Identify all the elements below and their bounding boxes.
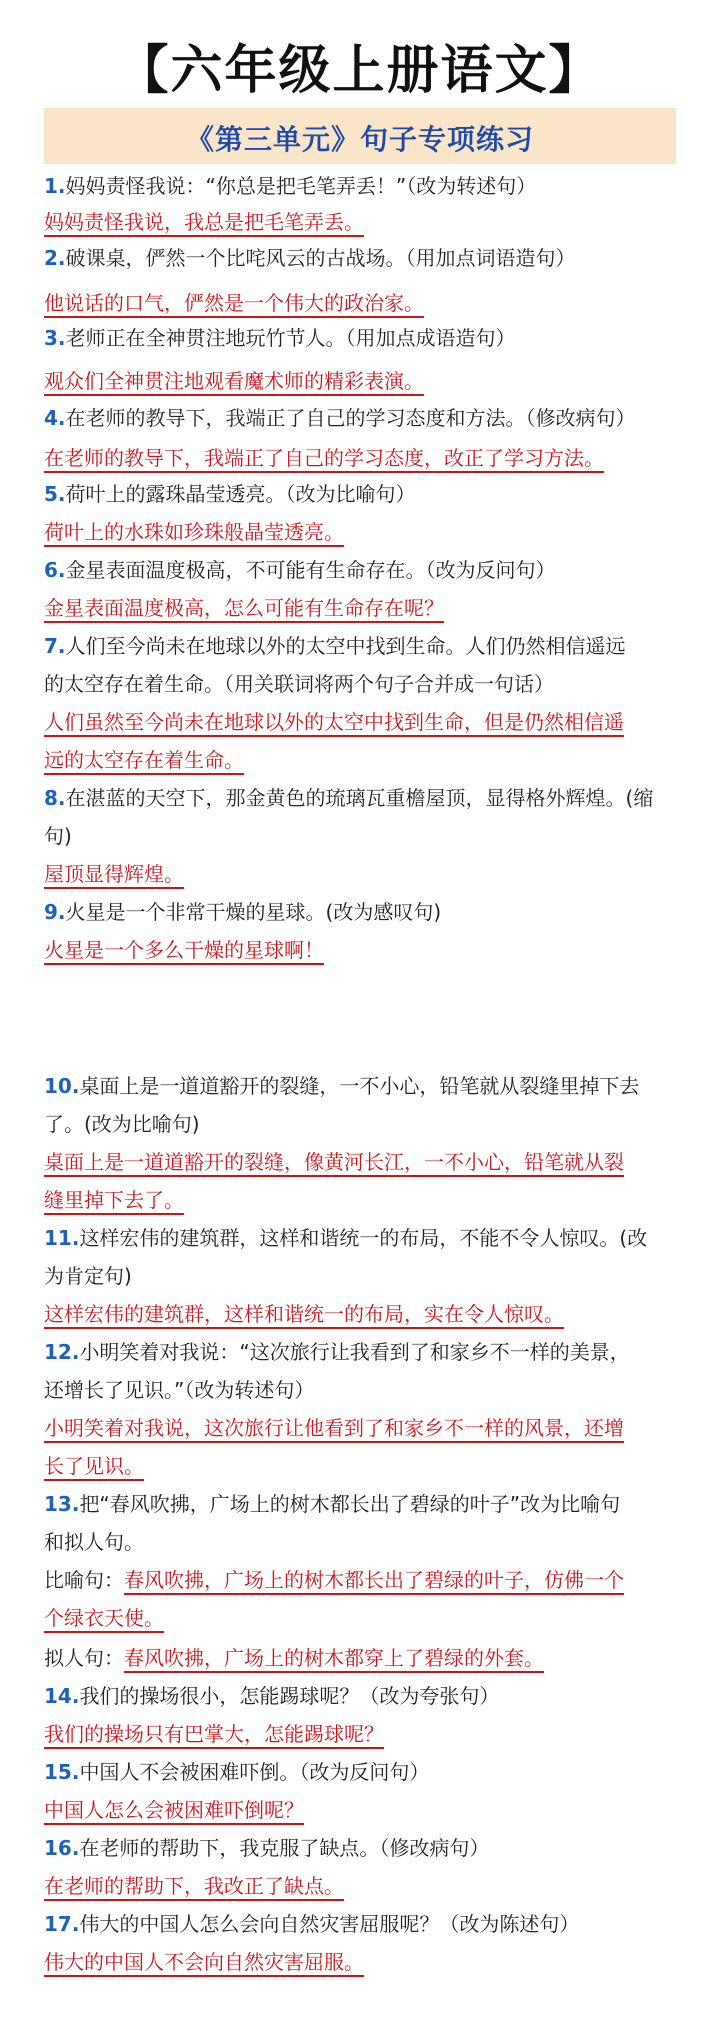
question-text: 妈妈责怪我说：“你总是把毛笔弄丢！”（改为转述句） xyxy=(65,174,537,198)
answer-7 xyxy=(44,704,680,740)
question-text: 中国人不会被困难吓倒。（改为反问句） xyxy=(79,1760,430,1784)
question-12 xyxy=(44,1334,680,1370)
question-text: 为肯定句) xyxy=(44,1264,132,1288)
question-number: 11. xyxy=(44,1226,80,1250)
question-10 xyxy=(44,1068,680,1104)
answer-17 xyxy=(44,1944,680,1980)
answer-12-cont xyxy=(44,1448,680,1484)
question-text: 句) xyxy=(44,824,72,848)
question-4 xyxy=(44,400,680,436)
answer-text: 屋顶显得辉煌。 xyxy=(44,862,184,886)
answer-13-simile-cont xyxy=(44,1600,680,1636)
question-text: 和拟人句。 xyxy=(44,1530,144,1554)
answer-14 xyxy=(44,1716,680,1752)
question-text: 桌面上是一道道豁开的裂缝，一不小心，铅笔就从裂缝里掉下去 xyxy=(79,1074,640,1098)
answer-text: 在老师的帮助下，我改正了缺点。 xyxy=(44,1874,344,1898)
question-text: 了。(改为比喻句) xyxy=(44,1112,200,1136)
question-text: 我们的操场很小，怎能踢球呢？（改为夸张句） xyxy=(79,1684,500,1708)
question-number: 3. xyxy=(44,326,66,350)
question-number: 9. xyxy=(44,900,66,924)
answer-text: 中国人怎么会被困难吓倒呢？ xyxy=(44,1798,304,1822)
answer-11 xyxy=(44,1296,680,1332)
question-7 xyxy=(44,628,680,664)
answer-text: 小明笑着对我说，这次旅行让他看到了和家乡不一样的风景，还增 xyxy=(44,1416,624,1440)
question-3 xyxy=(44,320,680,356)
answer-7-cont xyxy=(44,742,680,778)
question-13-cont xyxy=(44,1524,680,1560)
answer-text: 春风吹拂，广场上的树木都长出了碧绿的叶子，仿佛一个 xyxy=(124,1568,624,1592)
answer-12 xyxy=(44,1410,680,1446)
answer-15 xyxy=(44,1792,680,1828)
answer-1 xyxy=(44,204,680,240)
question-number: 4. xyxy=(44,406,66,430)
question-number: 7. xyxy=(44,634,66,658)
answer-10-cont xyxy=(44,1182,680,1218)
answer-5 xyxy=(44,514,680,550)
question-number: 8. xyxy=(44,786,66,810)
question-number: 10. xyxy=(44,1074,80,1098)
question-text: 在老师的帮助下，我克服了缺点。（修改病句） xyxy=(79,1836,490,1860)
answer-text: 春风吹拂，广场上的树木都穿上了碧绿的外套。 xyxy=(124,1646,544,1670)
question-12-cont xyxy=(44,1372,680,1408)
question-11-cont xyxy=(44,1258,680,1294)
question-text: 在老师的教导下，我端正了自己的学习态度和方法。（修改病句） xyxy=(65,406,636,430)
question-number: 6. xyxy=(44,558,66,582)
question-16 xyxy=(44,1830,680,1866)
answer-10 xyxy=(44,1144,680,1180)
answer-text: 在老师的教导下，我端正了自己的学习态度，改正了学习方法。 xyxy=(44,446,604,470)
question-2 xyxy=(44,240,680,276)
question-17 xyxy=(44,1906,680,1942)
question-number: 1. xyxy=(44,174,66,198)
answer-2 xyxy=(44,285,680,321)
answer-text: 他说话的口气，俨然是一个伟大的政治家。 xyxy=(44,291,424,315)
answer-8 xyxy=(44,856,680,892)
answer-text: 火星是一个多么干燥的星球啊！ xyxy=(44,938,324,962)
answer-text: 人们虽然至今尚未在地球以外的太空中找到生命，但是仍然相信遥 xyxy=(44,710,624,734)
question-text: 还增长了见识。”（改为转述句） xyxy=(44,1378,315,1402)
question-number: 17. xyxy=(44,1912,80,1936)
question-number: 16. xyxy=(44,1836,80,1860)
answer-text: 远的太空存在着生命。 xyxy=(44,748,244,772)
question-text: 在湛蓝的天空下，那金黄色的琉璃瓦重檐屋顶，显得格外辉煌。(缩 xyxy=(65,786,654,810)
question-number: 14. xyxy=(44,1684,80,1708)
question-1 xyxy=(44,168,680,204)
answer-text: 缝里掉下去了。 xyxy=(44,1188,184,1212)
answer-text: 长了见识。 xyxy=(44,1454,144,1478)
question-10-cont xyxy=(44,1106,680,1142)
question-number: 5. xyxy=(44,482,66,506)
question-8 xyxy=(44,780,680,816)
answer-text: 金星表面温度极高，怎么可能有生命存在呢？ xyxy=(44,596,444,620)
answer-4 xyxy=(44,440,680,476)
question-text: 人们至今尚未在地球以外的太空中找到生命。人们仍然相信遥远 xyxy=(65,634,626,658)
answer-text: 这样宏伟的建筑群，这样和谐统一的布局，实在令人惊叹。 xyxy=(44,1302,564,1326)
question-14 xyxy=(44,1678,680,1714)
answer-text: 观众们全神贯注地观看魔术师的精彩表演。 xyxy=(44,369,424,393)
answer-text: 妈妈责怪我说，我总是把毛笔弄丢。 xyxy=(44,210,364,234)
answer-6 xyxy=(44,590,680,626)
answer-text: 伟大的中国人不会向自然灾害屈服。 xyxy=(44,1950,364,1974)
question-number: 12. xyxy=(44,1340,80,1364)
question-7-cont xyxy=(44,666,680,702)
question-9 xyxy=(44,894,680,930)
answer-text: 荷叶上的水珠如珍珠般晶莹透亮。 xyxy=(44,520,344,544)
question-number: 13. xyxy=(44,1492,80,1516)
answer-label: 拟人句： xyxy=(44,1646,124,1670)
answer-13-personification xyxy=(44,1640,680,1676)
page-title: 【六年级上册语文】 xyxy=(116,40,603,101)
question-text: 破课桌，俨然一个比咤风云的古战场。（用加点词语造句） xyxy=(65,246,576,270)
answer-13-simile xyxy=(44,1562,680,1598)
question-13 xyxy=(44,1486,680,1522)
question-11 xyxy=(44,1220,680,1256)
subtitle-banner xyxy=(44,108,676,164)
answer-text: 桌面上是一道道豁开的裂缝，像黄河长江，一不小心，铅笔就从裂 xyxy=(44,1150,624,1174)
question-15 xyxy=(44,1754,680,1790)
question-text: 这样宏伟的建筑群，这样和谐统一的布局，不能不令人惊叹。(改 xyxy=(79,1226,648,1250)
answer-text: 我们的操场只有巴掌大，怎能踢球呢？ xyxy=(44,1722,384,1746)
question-text: 小明笑着对我说：“这次旅行让我看到了和家乡不一样的美景， xyxy=(79,1340,630,1364)
question-8-cont xyxy=(44,818,680,854)
answer-3 xyxy=(44,363,680,399)
question-6 xyxy=(44,552,680,588)
answer-16 xyxy=(44,1868,680,1904)
answer-9 xyxy=(44,932,680,968)
question-number: 2. xyxy=(44,246,66,270)
question-text: 金星表面温度极高，不可能有生命存在。（改为反问句） xyxy=(65,558,556,582)
question-5 xyxy=(44,476,680,512)
question-text: 伟大的中国人怎么会向自然灾害屈服呢？（改为陈述句） xyxy=(79,1912,580,1936)
question-text: 把“春风吹拂，广场上的树木都长出了碧绿的叶子”改为比喻句 xyxy=(79,1492,621,1516)
question-number: 15. xyxy=(44,1760,80,1784)
question-text: 老师正在全神贯注地玩竹节人。（用加点成语造句） xyxy=(65,326,516,350)
answer-text: 个绿衣天使。 xyxy=(44,1606,164,1630)
answer-label: 比喻句： xyxy=(44,1568,124,1592)
page-subtitle: 《第三单元》句子专项练习 xyxy=(185,123,534,156)
question-text: 荷叶上的露珠晶莹透亮。（改为比喻句） xyxy=(65,482,416,506)
question-text: 的太空存在着生命。（用关联词将两个句子合并成一句话） xyxy=(44,672,554,696)
question-text: 火星是一个非常干燥的星球。(改为感叹句) xyxy=(65,900,442,924)
